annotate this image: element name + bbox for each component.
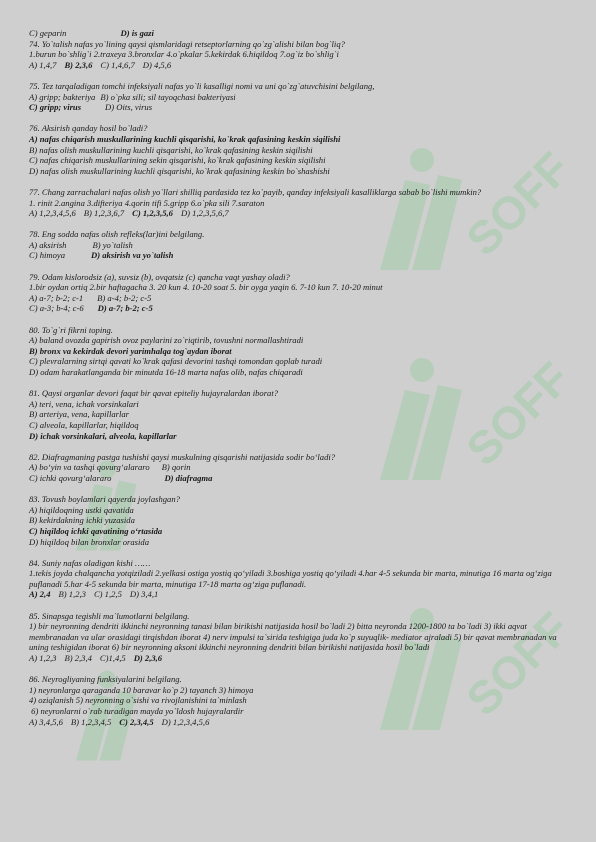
option-b: B) 2,3,4 (64, 653, 92, 664)
option-a: A) aksirish (29, 239, 67, 250)
option-a: A) 2,4 (29, 589, 51, 600)
option-d: D) 1,2,3,4,5,6 (161, 716, 210, 727)
question-body: 1) bir neyronning dendriti ikkinchi neyronning tanasi bilan birikishi natijasida hosil bo`ladi 2) bitta neyronda 1200-1800 ta bo`ladi 3) ikki aqvat membranadan va ular orasidagi tirqishdan iborat 4) nerv impulsi ta`sirida teshigiga juda ko`p suyuqlik- mediator ajraladi 5) bir qavat membranadan va uning teshigidan iborat 6) bir neyronning aksoni ikkinchi neyronning dendriti bilan birikishi natijasida hosil bo`ladi (29, 621, 557, 653)
option-b: B) 1,2,3 (58, 589, 86, 600)
option-c: C) nafas chiqarish muskullarining sekin qisqarishi, ko`krak qafasining keskin siqilishi (29, 155, 326, 166)
option-c: C) 1,4,6,7 (100, 59, 135, 70)
question-title: 84. Suniy nafas oladigan kishi …… (29, 557, 151, 568)
question-parts: 1.bir oydan ortiq 2.bir haftagacha 3. 20 kun 4. 10-20 soat 5. bir oyga yaqin 6. 7-10 kun 7. 10-20 minut (29, 282, 383, 293)
question-title: 85. Sinapsga tegishli ma`lumotlarni belgilang. (29, 610, 190, 621)
option-c: C) plevralarning sirtqi qavati ko`krak qafasi devorini tashqi tomondan qoplab turadi (29, 356, 323, 367)
question-title: 82. Diafragmaning pastga tushishi qaysi muskulning qisqarishi natijasida sodir bo‘ladi? (29, 451, 336, 462)
question-title: 80. To`g`ri fikrni toping. (29, 324, 113, 335)
option-b: B) qorin (161, 462, 191, 473)
option-b: B) kekirdakning ichki yuzasida (29, 515, 135, 526)
option-b: B) 1,2,3,4,5 (70, 716, 112, 727)
question-80 (29, 325, 569, 378)
option-d: D) diafragma (164, 472, 213, 483)
question-line-3: 6) neyronlarni o`rab turadigan mayda yo`ldosh hujayralardir (29, 706, 244, 716)
option-c: C) himoya (29, 250, 66, 261)
question-title: 83. Tovush boylamlari qayerda joylashgan? (29, 494, 180, 505)
question-73-tail (29, 28, 569, 70)
option-a: A) a-7; b-2; c-1 (29, 292, 84, 303)
option-c: C) 1,2,5 (93, 589, 122, 600)
option-d: D) 4,5,6 (142, 59, 172, 70)
question-list (29, 28, 569, 738)
option-b: B) nafas olish muskullarining kuchli qisqarishi, ko`krak qafasining keskin siqilishi (29, 144, 313, 155)
question-body: 1.tekis joyda chalqancha yotqiziladi 2.yelkasi ostiga yostiq qo‘yiladi 3.boshiga yostiq qo‘yiladi 4.har 4-5 sekunda bir marta, minutiga 16 marta og‘ziga puflanadi 5.har 4-5 sekunda bir marta, minutiga 17-18 marta og‘ziga puflanadi. (29, 568, 552, 589)
option-c: C) hiqildoq ichki qavatining o‘rtasida (29, 525, 163, 536)
question-title: 75. Tez tarqaladigan tomchi infeksiyali nafas yo`li kasalligi nomi va uni qo`zg`atuvchisini belgilang, (29, 80, 375, 91)
question-line-2: 4) oziqlanish 5) neyronning o`sishi va rivojlanishini ta`minlash (29, 695, 247, 706)
option-d: D) 2,3,6 (133, 653, 163, 664)
option-a: A) baland ovozda gapirish ovoz paylarini zo`riqtirib, tovushni normallashtiradi (29, 335, 304, 346)
question-title: 76. Aksirish qanday hosil bo`ladi? (29, 123, 148, 134)
question-85 (29, 611, 569, 664)
question-77 (29, 187, 569, 219)
question-75 (29, 81, 569, 113)
option-a: A) 1,2,3 (29, 653, 57, 664)
question-83 (29, 494, 569, 547)
option-d: D) aksirish va yo`talish (91, 250, 174, 261)
question-title: 78. Eng sodda nafas olish refleks(lar)ini belgilang. (29, 229, 205, 240)
option-d: D) nafas olish muskullarining kuchli qisqarishi, ko`krak qafasining keskin bo`shashishi (29, 165, 330, 176)
option-a: A) nafas chiqarish muskullarining kuchli qisqarishi, ko`krak qafasining keskin siqilishi (29, 133, 341, 144)
question-86 (29, 674, 569, 727)
option-d: D) 1,2,3,5,6,7 (180, 208, 229, 219)
option-a: A) gripp; bakteriya (29, 91, 96, 102)
option-a: A) teri, vena, ichak vorsinkalari (29, 398, 139, 409)
option-d: D) Oits, virus (105, 102, 153, 113)
option-b: B) 2,3,6 (64, 59, 93, 70)
option-a: A) hiqildoqning ustki qavatida (29, 504, 134, 515)
watermark-text: SOFF (456, 141, 580, 266)
option-a: A) bo‘yin va tashqi qovurg‘alararo (29, 462, 150, 473)
option-c: C) gripp; virus (29, 102, 82, 113)
option-d: D) is gazi (120, 28, 154, 38)
option-c: C) geparin (29, 28, 67, 38)
option-b: B) bronx va kekirdak devori yarimhalqa tog`aydan iborat (29, 345, 232, 356)
option-c: C)1,4,5 (99, 653, 126, 664)
option-d: D) a-7; b-2; c-5 (97, 303, 153, 314)
question-title: 74. Yo`talish nafas yo`lining qaysi qismlaridagi retseptorlarning qo`zg`alishi bilan bog`liq? (29, 38, 345, 49)
question-title: 86. Neyrogliyaning funksiyalarini belgilang. (29, 674, 182, 685)
question-78 (29, 229, 569, 261)
option-a: A) 3,4,5,6 (29, 716, 63, 727)
option-d: D) hiqildoq bilan bronxlar orasida (29, 536, 149, 547)
question-76 (29, 123, 569, 176)
question-title: 81. Qaysi organlar devori faqat bir qavat epiteliy hujayralardan iborat? (29, 388, 279, 399)
option-a: A) 1,4,7 (29, 59, 57, 70)
option-d: D) odam harakatlanganda bir minutda 16-18 marta nafas olib, nafas chiqaradi (29, 367, 303, 377)
question-82 (29, 452, 569, 484)
option-c: C) alveola, kapillarlar, hiqildoq (29, 419, 139, 430)
watermark-text: SOFF (456, 601, 580, 726)
option-c: C) ichki qovurg‘alararo (29, 472, 112, 483)
option-c: C) 1,2,3,5,6 (132, 208, 173, 219)
option-d: D) ichak vorsinkalari, alveola, kapillarlar (29, 430, 177, 441)
option-b: B) o`pka sili; sil tayoqchasi bakteriyasi (100, 91, 236, 102)
option-b: B) a-4; b-2; c-5 (97, 292, 152, 303)
option-b: B) 1,2,3,6,7 (83, 208, 125, 219)
option-b: B) yo`talish (92, 239, 133, 250)
option-d: D) 3,4,1 (129, 589, 159, 600)
option-c: C) 2,3,4,5 (119, 716, 154, 727)
option-c: C) a-3; b-4; c-6 (29, 303, 84, 314)
option-a: A) 1,2,3,4,5,6 (29, 208, 76, 219)
question-line-1: 1) neyronlarga qaraganda 10 baravar ko`p 2) tayanch 3) himoya (29, 684, 254, 695)
question-79 (29, 272, 569, 314)
question-title: 79. Odam kislorodsiz (a), suvsiz (b), ovqatsiz (c) qancha vaqt yashay oladi? (29, 271, 290, 282)
question-84 (29, 558, 569, 600)
question-parts: 1.burun bo`shlig`i 2.traxeya 3.bronxlar 4.o`pkalar 5.kekirdak 6.hiqildoq 7.og`iz bo`shlig`i (29, 49, 339, 60)
watermark-text: SOFF (456, 351, 580, 476)
option-b: B) arteriya, vena, kapillarlar (29, 409, 130, 420)
question-parts: 1. rinit 2.angina 3.difteriya 4.qorin tifi 5.gripp 6.o`pka sili 7.saraton (29, 197, 265, 208)
question-81 (29, 388, 569, 441)
question-title: 77. Chang zarrachalari nafas olish yo`llari shilliq pardasida tez ko`payib, qanday infeksiyali kasalliklarga sabab bo`lishi mumkin? (29, 186, 482, 197)
